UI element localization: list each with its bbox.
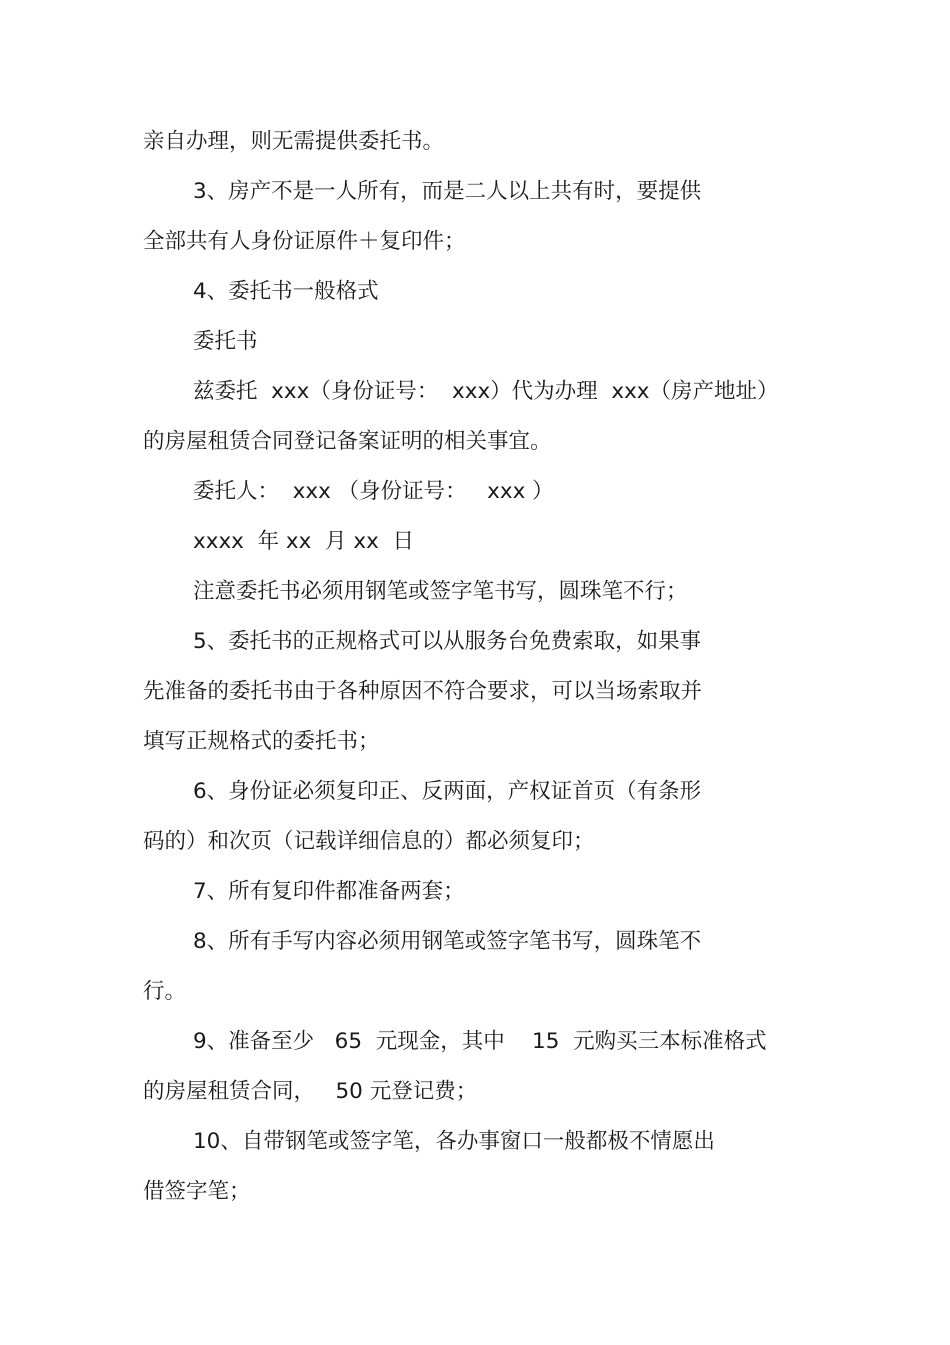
text-line: 码的）和次页（记载详细信息的）都必须复印； (143, 829, 595, 854)
text-line: 全部共有人身份证原件＋复印件； (143, 229, 466, 254)
text-line: 9、准备至少 65 元现金，其中 15 元购买三本标准格式 (193, 1029, 767, 1054)
text-line: 10、自带钢笔或签字笔，各办事窗口一般都极不情愿出 (193, 1129, 715, 1154)
text-line: 填写正规格式的委托书； (143, 729, 380, 754)
text-line: 亲自办理，则无需提供委托书。 (143, 129, 445, 154)
text-line: 5、委托书的正规格式可以从服务台免费索取，如果事 (193, 629, 702, 654)
text-line: 7、所有复印件都准备两套； (193, 879, 465, 904)
text-line: 的房屋租赁合同， 50 元登记费； (143, 1079, 478, 1104)
text-line: 的房屋租赁合同登记备案证明的相关事宜。 (143, 429, 552, 454)
text-line: 行。 (143, 979, 187, 1004)
text-line: 4、委托书一般格式 (193, 279, 379, 304)
text-line: xxxx 年 xx 月 xx 日 (193, 529, 414, 554)
text-line: 6、身份证必须复印正、反两面，产权证首页（有条形 (193, 779, 702, 804)
text-line: 先准备的委托书由于各种原因不符合要求，可以当场索取并 (143, 679, 703, 704)
text-line: 委托书 (193, 329, 258, 354)
text-line: 3、房产不是一人所有，而是二人以上共有时，要提供 (193, 179, 702, 204)
text-line: 兹委托 xxx（身份证号： xxx）代为办理 xxx（房产地址） (193, 379, 779, 404)
text-line: 注意委托书必须用钢笔或签字笔书写，圆珠笔不行； (193, 579, 688, 604)
text-line: 委托人： xxx （身份证号： xxx ） (193, 479, 554, 504)
text-line: 8、所有手写内容必须用钢笔或签字笔书写，圆珠笔不 (193, 929, 702, 954)
text-line: 借签字笔； (143, 1179, 251, 1204)
